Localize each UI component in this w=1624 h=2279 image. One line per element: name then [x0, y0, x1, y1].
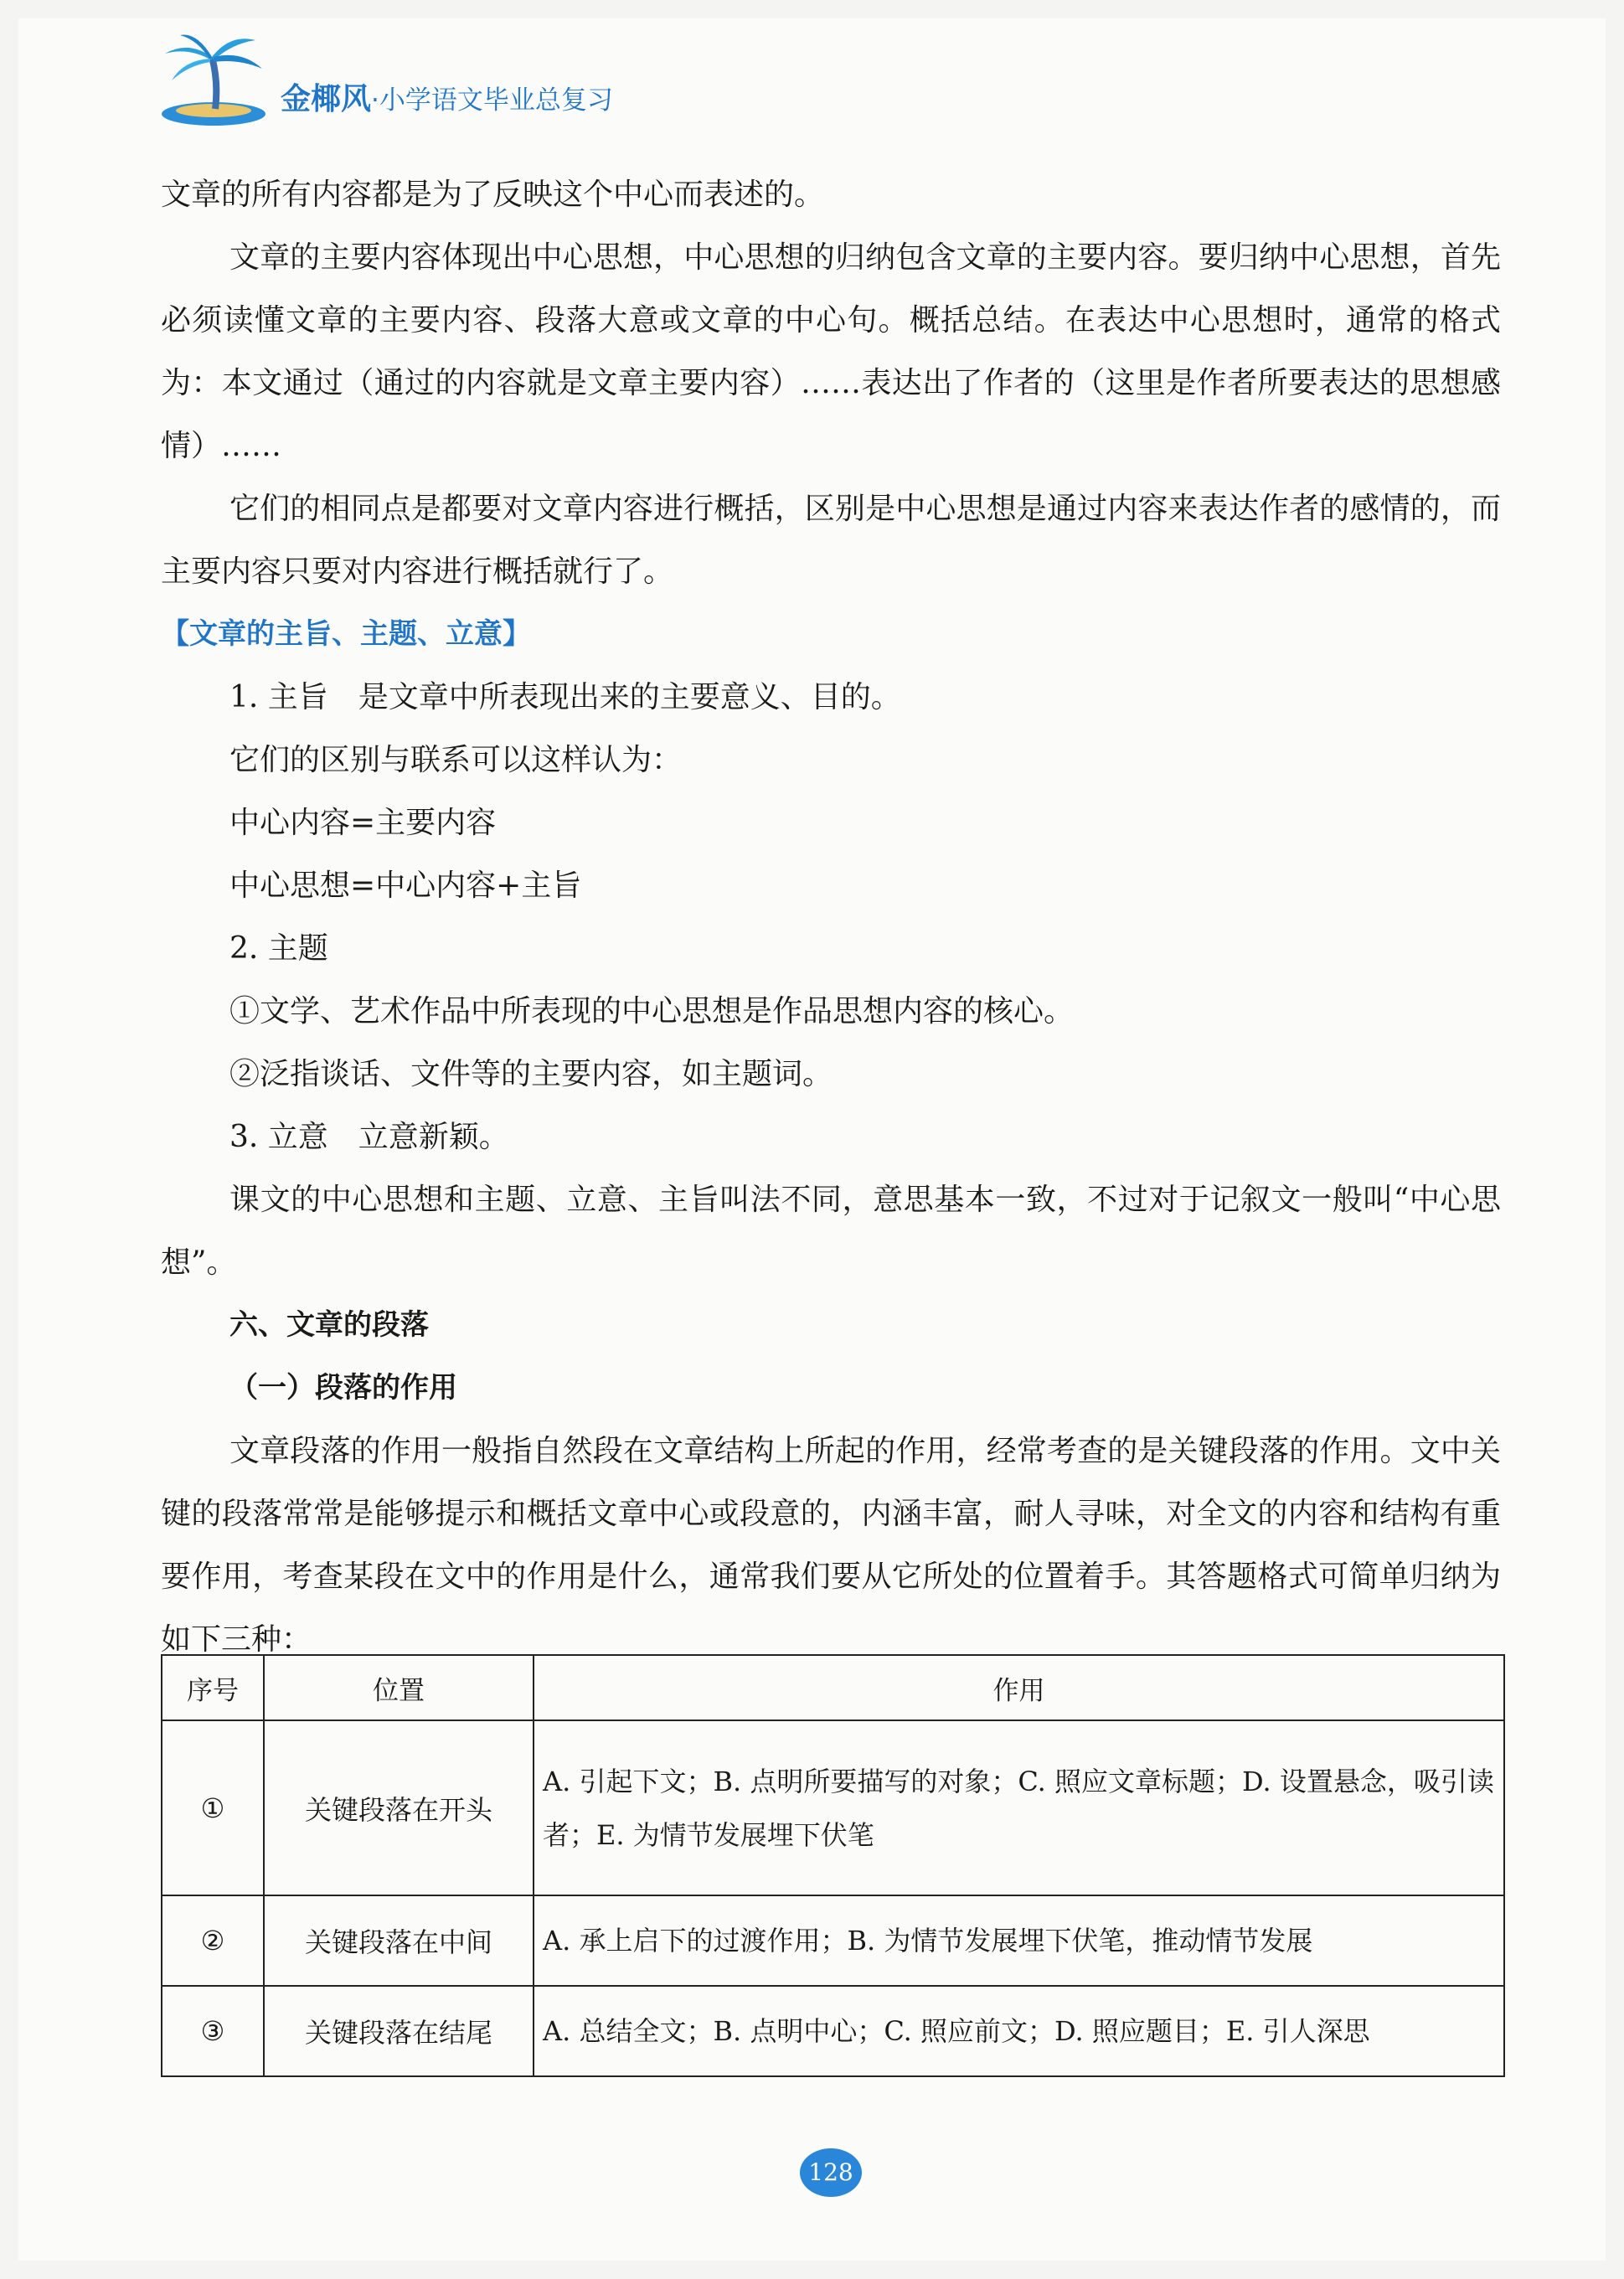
- list-item: ②泛指谈话、文件等的主要内容，如主题词。: [229, 1057, 833, 1091]
- table-cell: ③: [162, 1986, 264, 2076]
- paragraph: 文章段落的作用一般指自然段在文章结构上所起的作用，经常考查的是关键段落的作用。文中关键的段落常常是能够提示和概括文章中心或段意的，内涵丰富，耐人寻味，对全文的内容和结构有重要作用，考查某段在文中的作用是什么，通常我们要从它所处的位置着手。其答题格式可简单归纳为如下三种：: [161, 1434, 1501, 1657]
- paragraph: 课文的中心思想和主题、立意、主旨叫法不同，意思基本一致，不过对于记叙文一般叫“中心思想”。: [161, 1183, 1501, 1280]
- section-title: 六、文章的段落: [229, 1308, 429, 1342]
- list-item: 中心内容=主要内容: [229, 806, 497, 840]
- subsection-title: （一）段落的作用: [229, 1371, 457, 1405]
- page-number: 128: [800, 2148, 862, 2197]
- palm-tree-logo: [155, 32, 289, 128]
- table-header: 位置: [264, 1655, 534, 1720]
- page-header: [155, 32, 909, 124]
- paragraph: 文章的主要内容体现出中心思想，中心思想的归纳包含文章的主要内容。要归纳中心思想，首先必须读懂文章的主要内容、段落大意或文章的中心句。概括总结。在表达中心思想时，通常的格式为：本文通过（通过的内容就是文章主要内容）……表达出了作者的（这里是作者所要表达的思想感情）……: [161, 240, 1501, 463]
- table-cell: ①: [162, 1720, 264, 1895]
- paragraph: 它们的相同点是都要对文章内容进行概括，区别是中心思想是通过内容来表达作者的感情的，而主要内容只要对内容进行概括就行了。: [161, 492, 1501, 589]
- table-header-row: [162, 1655, 1504, 1720]
- table-row: [162, 1895, 1504, 1986]
- table-row: [162, 1720, 1504, 1895]
- brand-title: [281, 75, 613, 118]
- table-header: 序号: [162, 1655, 264, 1720]
- paragraph-function-table: [161, 1654, 1505, 2077]
- table-cell: 关键段落在中间: [264, 1895, 534, 1986]
- list-item: 它们的区别与联系可以这样认为：: [229, 743, 683, 777]
- table-cell: 关键段落在结尾: [264, 1986, 534, 2076]
- table-cell: A. 总结全文；B. 点明中心；C. 照应前文；D. 照应题目；E. 引人深思: [534, 1986, 1504, 2076]
- table-cell: A. 承上启下的过渡作用；B. 为情节发展埋下伏笔，推动情节发展: [534, 1895, 1504, 1986]
- list-item: 中心思想=中心内容+主旨: [229, 869, 582, 903]
- list-item: 3. 立意 立意新颖。: [229, 1120, 509, 1154]
- brand-name: 金椰风: [281, 82, 372, 116]
- section-heading: 【文章的主旨、主题、立意】: [161, 617, 531, 651]
- list-item: 2. 主题: [229, 931, 328, 966]
- paragraph: 文章的所有内容都是为了反映这个中心而表述的。: [161, 178, 825, 212]
- table-cell: ②: [162, 1895, 264, 1986]
- table-cell: A. 引起下文；B. 点明所要描写的对象；C. 照应文章标题；D. 设置悬念，吸引读者；E. 为情节发展埋下伏笔: [534, 1720, 1504, 1895]
- list-item: ①文学、艺术作品中所表现的中心思想是作品思想内容的核心。: [229, 994, 1075, 1029]
- brand-subtitle: ·小学语文毕业总复习: [371, 85, 613, 116]
- body-text: [161, 163, 1501, 1671]
- list-item: 1. 主旨 是文章中所表现出来的主要意义、目的。: [229, 680, 901, 714]
- table-cell: 关键段落在开头: [264, 1720, 534, 1895]
- table-header: 作用: [534, 1655, 1504, 1720]
- table-row: [162, 1986, 1504, 2076]
